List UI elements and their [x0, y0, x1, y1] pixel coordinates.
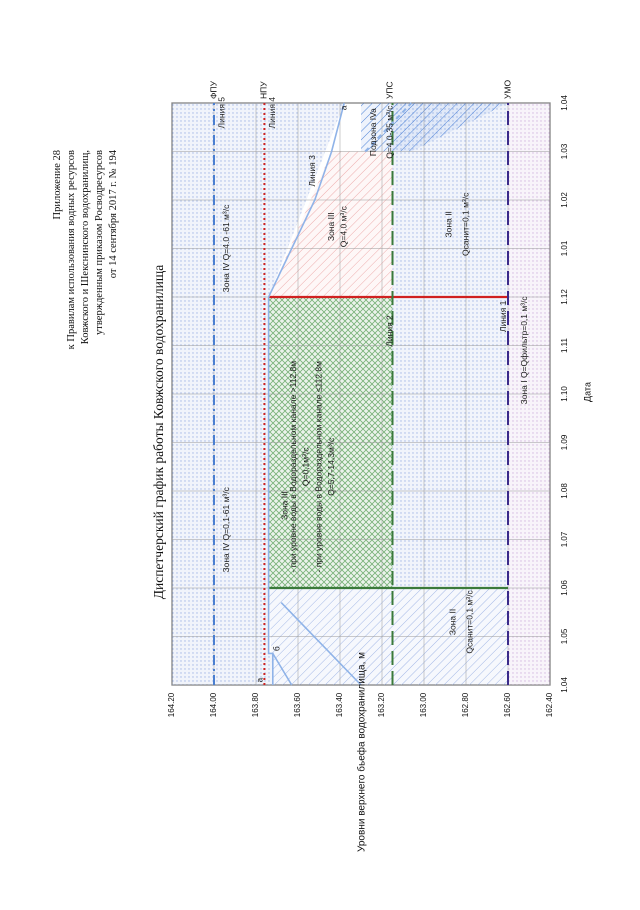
level-tick-label-2: 162.80: [461, 692, 471, 718]
annotation-7: Зона III: [325, 212, 336, 242]
level-label-0: ФПУ: [208, 81, 219, 99]
annotation-9: Зона II: [443, 211, 454, 238]
level-tick-label-9: 164.20: [167, 692, 177, 718]
annotation-13: Зона I Q=Qфильтр=0,1 м³/с: [519, 296, 530, 405]
level-tick-label-8: 164.00: [209, 692, 219, 718]
chart-title: Диспетчерский график работы Ковжского водохранилища: [151, 264, 167, 600]
date-tick-label-9: 1.01: [560, 240, 570, 257]
date-tick-label-5: 1.09: [560, 434, 570, 451]
level-tick-label-3: 163.00: [419, 692, 429, 718]
annotation-21: а: [254, 677, 265, 683]
date-tick-label-11: 1.03: [560, 143, 570, 160]
date-tick-label-12: 1.04: [560, 95, 570, 111]
level-label-2: УПС: [384, 81, 395, 99]
annotation-11: Зона II: [447, 608, 458, 636]
annotation-0: Зона IV Q=0,1-61 м³/с: [220, 487, 231, 573]
date-ticks: [560, 95, 569, 693]
level-tick-label-5: 163.40: [335, 692, 345, 718]
header-line-0: Приложение 28: [52, 150, 63, 220]
annotation-23: а: [338, 105, 349, 111]
annotation-5: - при уровне воды в Водораздельном канале ≤112.8м: [313, 361, 324, 573]
annotation-10: Qсанит=0,1 м³/с: [460, 192, 471, 256]
annotation-14: Линия 5: [216, 96, 227, 129]
annotation-8: Q=4.0 м³/с: [338, 206, 349, 248]
header-line-2: Ковжского и Шекснинского водохранилищ,: [80, 150, 91, 345]
annotation-4: Q=0,1м³/с: [300, 447, 311, 487]
level-tick-label-1: 162.60: [503, 692, 513, 718]
header-line-3: утвержденным приказом Росводресурсов: [94, 150, 105, 335]
date-tick-label-6: 1.10: [560, 386, 570, 402]
date-tick-label-2: 1.06: [560, 580, 570, 596]
annotation-15: Линия 4: [267, 96, 278, 129]
annotation-19: Подзона IVa: [367, 108, 378, 157]
annotation-17: Линия 2: [384, 315, 395, 347]
annotation-6: Q=5,7-14,3м³/с: [325, 437, 336, 496]
plot-area: [172, 97, 550, 685]
header-line-1: к Правилам использования водных ресурсов: [66, 150, 77, 350]
level-tick-label-7: 163.80: [251, 692, 261, 718]
annotation-12: Qсанит=0,1 м³/с: [464, 590, 475, 654]
level-label-1: НПУ: [258, 81, 269, 99]
y-axis-label: Уровни верхнего бьефа водохранилища, м: [356, 651, 368, 853]
date-tick-label-4: 1.08: [560, 483, 570, 499]
level-tick-label-4: 163.20: [377, 692, 387, 718]
annotation-20: Q=4.0-35 м³/с: [384, 105, 395, 159]
level-labels: [208, 80, 512, 99]
annotation-1: Зона IV Q=4.0 -61 м³/с: [220, 204, 231, 293]
annotation-2: Зона III: [279, 491, 290, 520]
level-label-3: УМО: [502, 79, 513, 99]
date-tick-label-10: 1.02: [560, 192, 570, 208]
header-line-4: от 14 сентября 2017 г. № 194: [108, 150, 119, 279]
date-tick-label-3: 1.07: [560, 531, 570, 548]
annotation-18: Линия 1: [498, 300, 509, 333]
level-tick-label-6: 163.60: [293, 692, 303, 718]
date-tick-label-7: 1.11: [560, 338, 570, 353]
annotation-16: Линия 3: [306, 155, 317, 187]
date-tick-label-8: 1.12: [560, 289, 570, 305]
level-tick-label-0: 162.40: [545, 692, 555, 718]
date-tick-label-1: 1.05: [560, 628, 570, 645]
date-tick-label-0: 1.04: [560, 677, 570, 693]
annotation-3: - при уровне воды в Водораздельном канале >112.8м: [288, 360, 299, 573]
annotation-22: б: [271, 646, 282, 652]
x-axis-label: Дата: [582, 382, 593, 402]
